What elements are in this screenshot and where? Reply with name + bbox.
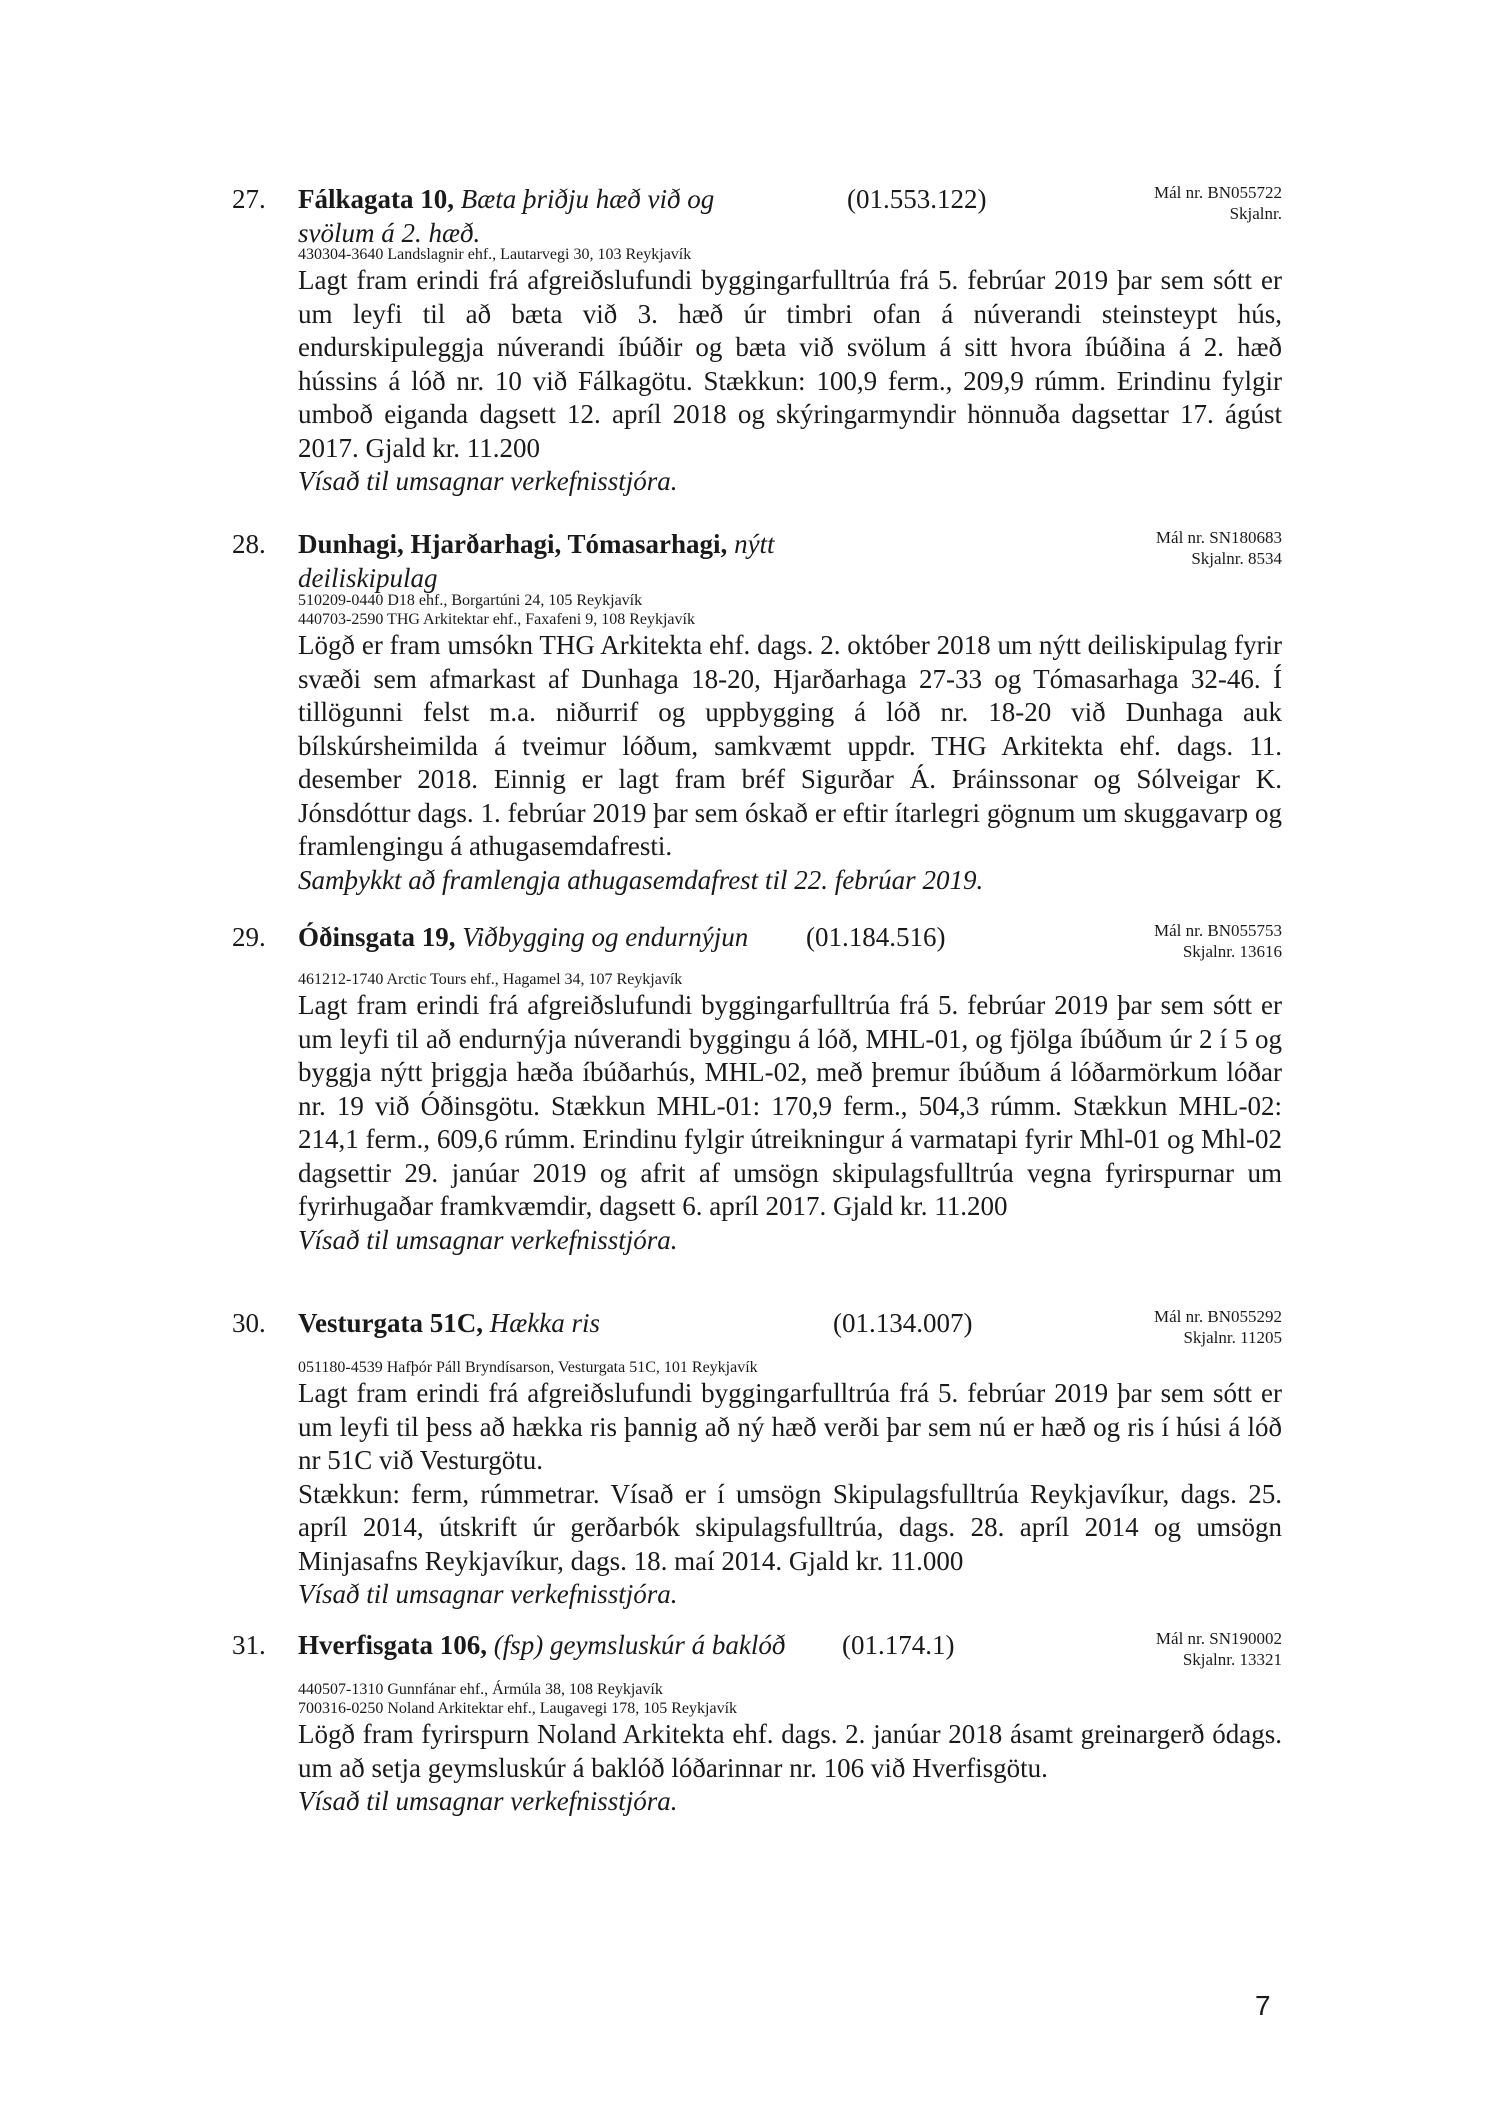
item-heading — [298, 182, 758, 250]
item-description: Lagt fram erindi frá afgreiðslufundi byggingarfulltrúa frá 5. febrúar 2019 þar sem sótt er um leyfi til að endurnýja núverandi byggingu á lóð, MHL-01, og fjölga íbúðum úr 2 í 5 og byggja nýtt þriggja hæða íbúðarhús, MHL-02, með þremur íbúðum á lóðarmörkum lóðar nr. 19 við Óðinsgötu. Stækkun MHL-01: 170,9 ferm., 504,3 rúmm. Stækkun MHL-02: 214,1 ferm., 609,6 rúmm. Erindinu fylgir útreikningur á varmatapi fyrir Mhl-01 og Mhl-02 dagsettir 29. janúar 2019 og afrit af umsögn skipulagsfulltrúa vegna fyrirspurnar um fyrirhugaðar framkvæmdir, dagsett 6. apríl 2017. Gjald kr. 11.200 — [298, 990, 1282, 1221]
agenda-item-28 — [232, 527, 1282, 897]
item-body — [298, 245, 1282, 499]
item-body — [298, 1358, 1282, 1612]
item-number: 29. — [232, 922, 266, 952]
item-heading — [298, 1628, 858, 1662]
lot-number: (01.184.516) — [806, 922, 946, 952]
agenda-item-29 — [232, 920, 1282, 1280]
item-title-line2: deiliskipulag — [298, 563, 438, 593]
party-line: 440703-2590 THG Arkitektar ehf., Faxafeni 9, 108 Reykjavík — [298, 611, 695, 628]
item-conclusion: Samþykkt að framlengja athugasemdafrest til 22. febrúar 2019. — [298, 864, 984, 895]
item-conclusion: Vísað til umsagnar verkefnisstjóra. — [298, 466, 678, 496]
case-meta — [1154, 1306, 1282, 1348]
document-number: Skjalnr. — [1229, 204, 1282, 223]
item-conclusion: Vísað til umsagnar verkefnisstjóra. — [298, 1579, 678, 1609]
item-description: Lögð fram fyrirspurn Noland Arkitekta ehf. dags. 2. janúar 2018 ásamt greinargerð ódags. um að setja geymsluskúr á baklóð lóðarinnar nr. 106 við Hverfisgötu. — [298, 1719, 1282, 1783]
party-line: 430304-3640 Landslagnir ehf., Lautarvegi 30, 103 Reykjavík — [298, 246, 692, 263]
item-heading — [298, 1306, 858, 1340]
item-title-line2: svölum á 2. hæð. — [298, 218, 481, 248]
item-description: Lagt fram erindi frá afgreiðslufundi byggingarfulltrúa frá 5. febrúar 2019 þar sem sótt er um leyfi til að bæta við 3. hæð úr timbri ofan á núverandi steinsteypt hús, endurskipuleggja núverandi íbúðir og bæta við svölum á sitt hvora íbúðina á 2. hæð hússins á lóð nr. 10 við Fálkagötu. Stækkun: 100,9 ferm., 209,9 rúmm. Erindinu fylgir umboð eiganda dagsett 12. apríl 2018 og skýringarmyndir hönnuða dagsettar 17. ágúst 2017. Gjald kr. 11.200 — [298, 265, 1282, 463]
item-title-line1: Viðbygging og endurnýjun — [462, 922, 749, 952]
item-body — [298, 591, 1282, 897]
item-number: 27. — [232, 184, 266, 214]
agenda-item-31 — [232, 1628, 1282, 1828]
item-body — [298, 970, 1282, 1257]
agenda-item-27 — [232, 182, 1282, 500]
document-number: Skjalnr. 13616 — [1182, 942, 1282, 961]
item-street: Dunhagi, Hjarðarhagi, Tómasarhagi, — [298, 529, 728, 559]
agenda-item-30 — [232, 1306, 1282, 1609]
item-heading — [298, 920, 858, 954]
item-street: Hverfisgata 106, — [298, 1630, 487, 1660]
item-title-line1: Hækka ris — [489, 1308, 600, 1338]
case-number: Mál nr. SN190002 — [1155, 1629, 1282, 1648]
item-description: Lagt fram erindi frá afgreiðslufundi byggingarfulltrúa frá 5. febrúar 2019 þar sem sótt er um leyfi til þess að hækka ris þannig að ný hæð verði þar sem nú er hæð og ris í húsi á lóð nr 51C við Vesturgötu. — [298, 1378, 1282, 1475]
case-number: Mál nr. BN055722 — [1154, 183, 1282, 202]
item-street: Óðinsgata 19, — [298, 922, 456, 952]
item-title-line1: Bæta þriðju hæð við og — [460, 184, 715, 214]
lot-number: (01.174.1) — [842, 1630, 955, 1660]
item-street: Fálkagata 10, — [298, 184, 455, 214]
document-number: Skjalnr. 11205 — [1183, 1328, 1282, 1347]
item-number: 28. — [232, 529, 266, 559]
document-number: Skjalnr. 13321 — [1182, 1650, 1282, 1669]
item-description-continued: Stækkun: ferm, rúmmetrar. Vísað er í umsögn Skipulagsfulltrúa Reykjavíkur, dags. 25. apríl 2014, útskrift úr gerðarbók skipulagsfulltrúa, dags. 28. apríl 2014 og umsögn Minjasafns Reykjavíkur, dags. 18. maí 2014. Gjald kr. 11.000 — [298, 1478, 1282, 1576]
party-line: 440507-1310 Gunnfánar ehf., Ármúla 38, 108 Reykjavík — [298, 1681, 663, 1698]
item-body — [298, 1680, 1282, 1819]
item-street: Vesturgata 51C, — [298, 1308, 483, 1338]
page-number: 7 — [1255, 1990, 1271, 2021]
party-line: 461212-1740 Arctic Tours ehf., Hagamel 34, 107 Reykjavík — [298, 971, 683, 988]
item-title-line1: (fsp) geymsluskúr á baklóð — [493, 1630, 786, 1660]
lot-number: (01.553.122) — [847, 184, 987, 214]
item-description: Lögð er fram umsókn THG Arkitekta ehf. dags. 2. október 2018 um nýtt deiliskipulag fyrir svæði sem afmarkast af Dunhaga 18-20, Hjarðarhaga 27-33 og Tómasarhaga 32-46. Í tillögunni felst m.a. niðurrif og uppbygging á lóð nr. 18-20 við Dunhaga auk bílskúrsheimilda á tveimur lóðum, samkvæmt uppdr. THG Arkitekta ehf. dags. 11. desember 2018. Einnig er lagt fram bréf Sigurðar Á. Þráinssonar og Sólveigar K. Jónsdóttur dags. 1. febrúar 2019 þar sem óskað er eftir ítarlegri gögnum um skuggavarp og framlengingu á athugasemdafresti. — [298, 630, 1282, 861]
item-conclusion: Vísað til umsagnar verkefnisstjóra. — [298, 1786, 678, 1816]
case-number: Mál nr. SN180683 — [1155, 528, 1282, 547]
party-line: 510209-0440 D18 ehf., Borgartúni 24, 105 Reykjavík — [298, 592, 643, 609]
case-number: Mál nr. BN055753 — [1154, 921, 1282, 940]
item-number: 30. — [232, 1308, 266, 1338]
case-meta — [1154, 182, 1282, 224]
item-heading — [298, 527, 918, 595]
item-title-line1: nýtt — [734, 529, 775, 559]
case-meta — [1156, 1628, 1282, 1670]
item-number: 31. — [232, 1630, 266, 1660]
party-line: 700316-0250 Noland Arkitektar ehf., Laugavegi 178, 105 Reykjavík — [298, 1700, 738, 1717]
item-conclusion: Vísað til umsagnar verkefnisstjóra. — [298, 1224, 678, 1255]
party-line: 051180-4539 Hafþór Páll Bryndísarson, Vesturgata 51C, 101 Reykjavík — [298, 1359, 758, 1376]
document-number: Skjalnr. 8534 — [1191, 549, 1282, 568]
case-number: Mál nr. BN055292 — [1154, 1307, 1282, 1326]
lot-number: (01.134.007) — [833, 1308, 973, 1338]
case-meta — [1156, 527, 1282, 569]
case-meta — [1154, 920, 1282, 962]
